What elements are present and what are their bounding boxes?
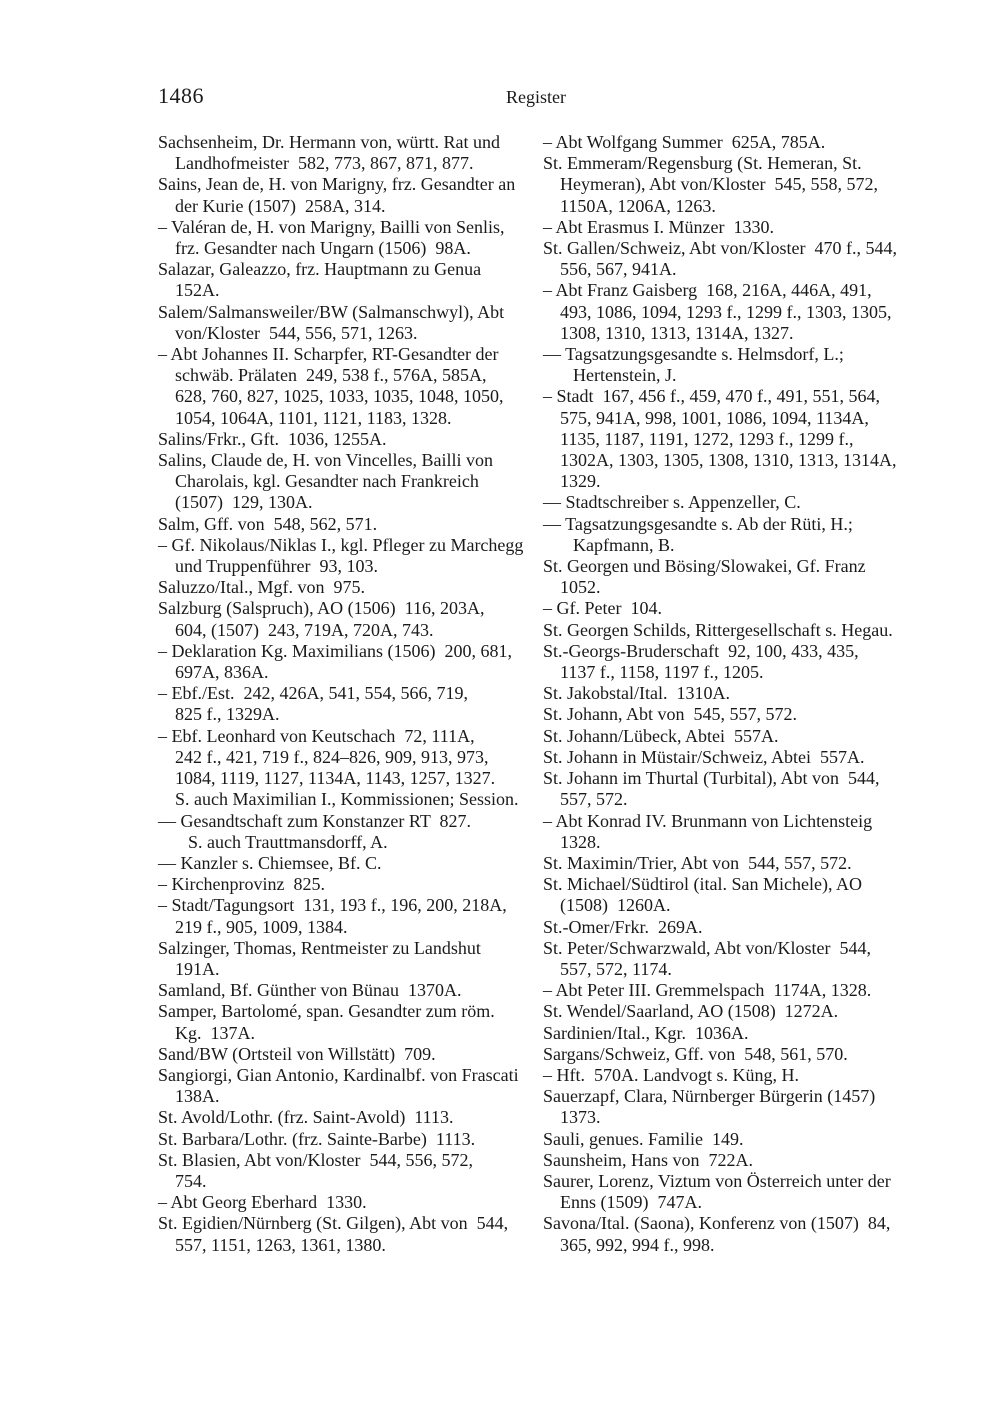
- index-line: 219 f., 905, 1009, 1384.: [175, 916, 348, 937]
- index-line: St. Maximin/Trier, Abt von 544, 557, 572.: [543, 852, 852, 873]
- index-line: Sains, Jean de, H. von Marigny, frz. Gesandter an: [158, 174, 516, 195]
- index-line: St. Johann in Müstair/Schweiz, Abtei 557A.: [543, 746, 865, 767]
- index-line: 1135, 1187, 1191, 1272, 1293 f., 1299 f.,: [560, 428, 854, 449]
- index-line: S. auch Maximilian I., Kommissionen; Session.: [175, 789, 519, 810]
- index-line: Enns (1509) 747A.: [560, 1192, 702, 1213]
- index-line: Saunsheim, Hans von 722A.: [543, 1149, 753, 1170]
- index-line: frz. Gesandter nach Ungarn (1506) 98A.: [175, 238, 471, 259]
- index-line: – Abt Georg Eberhard 1330.: [158, 1192, 367, 1213]
- index-line: 628, 760, 827, 1025, 1033, 1035, 1048, 1050,: [175, 386, 504, 407]
- index-line: –– Kanzler s. Chiemsee, Bf. C.: [158, 852, 382, 873]
- index-line: 557, 1151, 1263, 1361, 1380.: [175, 1234, 386, 1255]
- index-line: –– Stadtschreiber s. Appenzeller, C.: [543, 492, 801, 513]
- index-line: St. Georgen und Bösing/Slowakei, Gf. Franz: [543, 556, 866, 577]
- index-line: Sangiorgi, Gian Antonio, Kardinalbf. von Frascati: [158, 1064, 519, 1085]
- index-line: Saurer, Lorenz, Viztum von Österreich unter der: [543, 1170, 891, 1191]
- index-line: Kg. 137A.: [175, 1022, 255, 1043]
- index-line: Salm, Gff. von 548, 562, 571.: [158, 513, 378, 534]
- index-line: – Abt Peter III. Gremmelspach 1174A, 1328.: [543, 980, 872, 1001]
- index-line: St.-Georgs-Bruderschaft 92, 100, 433, 435,: [543, 640, 859, 661]
- index-line: – Abt Franz Gaisberg 168, 216A, 446A, 491,: [543, 280, 872, 301]
- index-line: der Kurie (1507) 258A, 314.: [175, 195, 386, 216]
- index-line: Sauli, genues. Familie 149.: [543, 1128, 744, 1149]
- index-line: – Ebf./Est. 242, 426A, 541, 554, 566, 719,: [158, 683, 468, 704]
- page-number: 1486: [158, 83, 204, 108]
- index-line: – Abt Wolfgang Summer 625A, 785A.: [543, 132, 826, 152]
- index-line: 754.: [175, 1170, 207, 1191]
- index-line: 1373.: [560, 1107, 601, 1128]
- index-line: Charolais, kgl. Gesandter nach Frankreich: [175, 471, 479, 492]
- index-line: 493, 1086, 1094, 1293 f., 1299 f., 1303, 1305,: [560, 301, 892, 322]
- index-line: 557, 572.: [560, 789, 628, 810]
- index-line: Sardinien/Ital., Kgr. 1036A.: [543, 1022, 749, 1043]
- index-line: S. auch Trauttmansdorff, A.: [188, 831, 388, 852]
- index-line: 1329.: [560, 471, 601, 492]
- index-line: 1054, 1064A, 1101, 1121, 1183, 1328.: [175, 407, 452, 428]
- index-line: St. Emmeram/Regensburg (St. Hemeran, St.: [543, 153, 862, 174]
- index-line: – Stadt 167, 456 f., 459, 470 f., 491, 551, 564,: [543, 386, 880, 407]
- index-line: Sauerzapf, Clara, Nürnberger Bürgerin (1457): [543, 1086, 876, 1107]
- index-line: Sand/BW (Ortsteil von Willstätt) 709.: [158, 1043, 436, 1064]
- index-line: Sachsenheim, Dr. Hermann von, württ. Rat und: [158, 132, 500, 152]
- index-line: St. Wendel/Saarland, AO (1508) 1272A.: [543, 1001, 839, 1022]
- index-line: St. Barbara/Lothr. (frz. Sainte-Barbe) 1113.: [158, 1128, 476, 1149]
- index-line: 697A, 836A.: [175, 662, 269, 683]
- index-line: Salins/Frkr., Gft. 1036, 1255A.: [158, 428, 387, 449]
- index-line: Samper, Bartolomé, span. Gesandter zum röm.: [158, 1001, 495, 1022]
- index-line: 1084, 1119, 1127, 1134A, 1143, 1257, 1327.: [175, 768, 496, 789]
- index-line: St. Blasien, Abt von/Kloster 544, 556, 572,: [158, 1149, 473, 1170]
- index-line: St. Georgen Schilds, Rittergesellschaft s. Hegau.: [543, 619, 893, 640]
- index-line: St. Johann, Abt von 545, 557, 572.: [543, 704, 798, 725]
- index-line: 152A.: [175, 280, 220, 301]
- index-line: 825 f., 1329A.: [175, 704, 280, 725]
- index-line: –– Tagsatzungsgesandte s. Ab der Rüti, H.;: [543, 513, 853, 534]
- index-line: St. Michael/Südtirol (ital. San Michele), AO: [543, 874, 862, 895]
- index-line: – Abt Erasmus I. Münzer 1330.: [543, 216, 774, 237]
- index-line: 556, 567, 941A.: [560, 259, 677, 280]
- index-line: Sargans/Schweiz, Gff. von 548, 561, 570.: [543, 1043, 848, 1064]
- index-line: (1507) 129, 130A.: [175, 492, 313, 513]
- index-line: 1328.: [560, 831, 601, 852]
- index-line: und Truppenführer 93, 103.: [175, 556, 378, 577]
- index-line: Landhofmeister 582, 773, 867, 871, 877.: [175, 153, 474, 174]
- index-line: – Hft. 570A. Landvogt s. Küng, H.: [543, 1064, 799, 1085]
- index-line: – Stadt/Tagungsort 131, 193 f., 196, 200, 218A,: [158, 895, 507, 916]
- index-line: 242 f., 421, 719 f., 824–826, 909, 913, 973,: [175, 746, 489, 767]
- index-line: – Gf. Nikolaus/Niklas I., kgl. Pfleger zu Marchegg: [158, 534, 524, 555]
- index-line: 191A.: [175, 958, 220, 979]
- index-line: – Ebf. Leonhard von Keutschach 72, 111A,: [158, 725, 475, 746]
- index-line: (1508) 1260A.: [560, 895, 671, 916]
- index-line: St. Avold/Lothr. (frz. Saint-Avold) 1113.: [158, 1107, 454, 1128]
- index-line: 1137 f., 1158, 1197 f., 1205.: [560, 662, 764, 683]
- running-head: Register: [506, 87, 566, 107]
- index-line: St.-Omer/Frkr. 269A.: [543, 916, 703, 937]
- index-line: 365, 992, 994 f., 998.: [560, 1234, 715, 1255]
- index-line: Saluzzo/Ital., Mgf. von 975.: [158, 577, 365, 598]
- index-line: Samland, Bf. Günther von Bünau 1370A.: [158, 980, 462, 1001]
- index-line: – Deklaration Kg. Maximilians (1506) 200, 681,: [158, 640, 512, 661]
- index-line: schwäb. Prälaten 249, 538 f., 576A, 585A,: [175, 365, 487, 386]
- index-line: 138A.: [175, 1086, 220, 1107]
- index-line: Hertenstein, J.: [573, 365, 677, 386]
- index-column-left: [158, 132, 540, 1256]
- index-line: – Abt Johannes II. Scharpfer, RT-Gesandter der: [158, 344, 499, 365]
- index-line: –– Gesandtschaft zum Konstanzer RT 827.: [158, 810, 472, 831]
- index-line: Kapfmann, B.: [573, 534, 675, 555]
- index-line: Savona/Ital. (Saona), Konferenz von (1507) 84,: [543, 1213, 891, 1234]
- index-line: Salazar, Galeazzo, frz. Hauptmann zu Genua: [158, 259, 482, 280]
- index-line: – Kirchenprovinz 825.: [158, 874, 325, 895]
- index-line: – Abt Konrad IV. Brunmann von Lichtensteig: [543, 810, 873, 831]
- index-line: 557, 572, 1174.: [560, 958, 672, 979]
- index-line: Salem/Salmansweiler/BW (Salmanschwyl), Abt: [158, 301, 505, 322]
- index-line: St. Jakobstal/Ital. 1310A.: [543, 683, 730, 704]
- index-line: –– Tagsatzungsgesandte s. Helmsdorf, L.;: [543, 344, 844, 365]
- index-line: Salzburg (Salspruch), AO (1506) 116, 203A,: [158, 598, 485, 619]
- index-line: 604, (1507) 243, 719A, 720A, 743.: [175, 619, 434, 640]
- index-line: 1302A, 1303, 1305, 1308, 1310, 1313, 1314A,: [560, 450, 897, 471]
- index-line: Heymeran), Abt von/Kloster 545, 558, 572,: [560, 174, 878, 195]
- index-line: – Gf. Peter 104.: [543, 598, 662, 619]
- index-line: Salzinger, Thomas, Rentmeister zu Landshut: [158, 937, 481, 958]
- index-line: St. Peter/Schwarzwald, Abt von/Kloster 544,: [543, 937, 871, 958]
- index-line: – Valéran de, H. von Marigny, Bailli von Senlis,: [158, 216, 505, 237]
- index-line: 1150A, 1206A, 1263.: [560, 195, 716, 216]
- index-line: St. Johann/Lübeck, Abtei 557A.: [543, 725, 779, 746]
- index-line: 1308, 1310, 1313, 1314A, 1327.: [560, 322, 794, 343]
- index-line: 575, 941A, 998, 1001, 1086, 1094, 1134A,: [560, 407, 869, 428]
- index-line: St. Egidien/Nürnberg (St. Gilgen), Abt von 544,: [158, 1213, 509, 1234]
- index-line: Salins, Claude de, H. von Vincelles, Bailli von: [158, 450, 494, 471]
- index-line: St. Gallen/Schweiz, Abt von/Kloster 470 f., 544,: [543, 238, 897, 259]
- index-line: 1052.: [560, 577, 601, 598]
- index-line: St. Johann im Thurtal (Turbital), Abt von 544,: [543, 768, 880, 789]
- index-line: von/Kloster 544, 556, 571, 1263.: [175, 322, 418, 343]
- index-column-right: [543, 132, 925, 1256]
